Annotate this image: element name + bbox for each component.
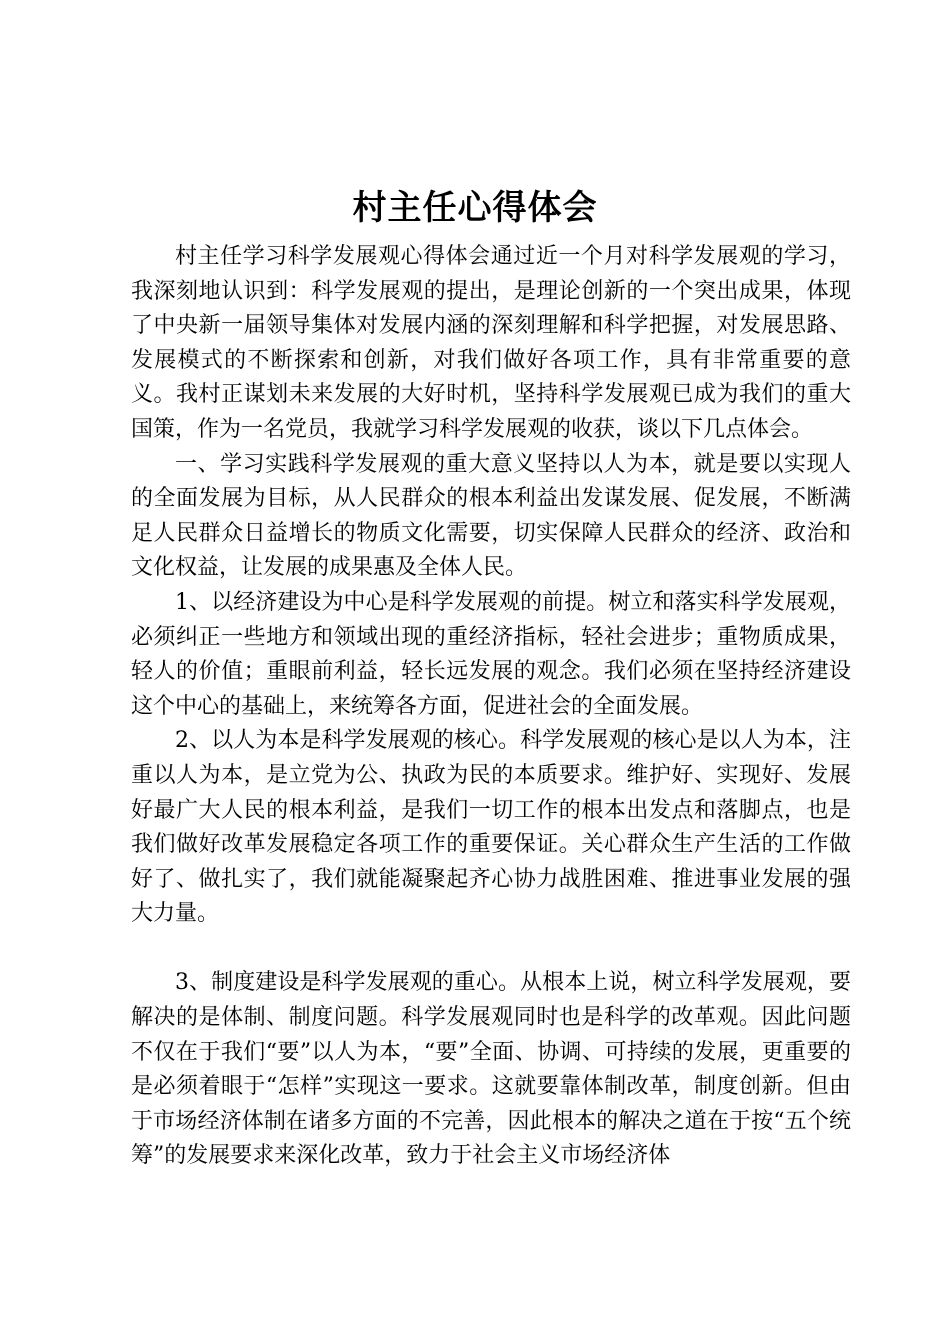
paragraph-point-2: 2、以人为本是科学发展观的核心。科学发展观的核心是以人为本，注重以人为本，是立党为公、执政为民的本质要求。维护好、实现好、发展好最广大人民的根本利益，是我们一切工作的根本出发点和落脚点，也是我们做好改革发展稳定各项工作的重要保证。关心群众生产生活的工作做好了、做扎实了，我们就能凝聚起齐心协力战胜困难、推进事业发展的强大力量。 (131, 728, 851, 927)
paragraph-spacer (131, 932, 851, 967)
paragraph-section-1: 一、学习实践科学发展观的重大意义坚持以人为本，就是要以实现人的全面发展为目标，从人民群众的根本利益出发谋发展、促发展，不断满足人民群众日益增长的物质文化需要，切实保障人民群众的经济、政治和文化权益，让发展的成果惠及全体人民。 (131, 451, 851, 581)
paragraph-intro: 村主任学习科学发展观心得体会通过近一个月对科学发展观的学习，我深刻地认识到：科学发展观的提出，是理论创新的一个突出成果，体现了中央新一届领导集体对发展内涵的深刻理解和科学把握，对发展思路、发展模式的不断探索和创新，对我们做好各项工作，具有非常重要的意义。我村正谋划未来发展的大好时机，坚持科学发展观已成为我们的重大国策，作为一名党员，我就学习科学发展观的收获，谈以下几点体会。 (131, 244, 851, 442)
document-title: 村主任心得体会 (352, 188, 598, 228)
paragraph-point-3: 3、制度建设是科学发展观的重心。从根本上说，树立科学发展观，要解决的是体制、制度问题。科学发展观同时也是科学的改革观。因此问题不仅在于我们“要”以人为本，“要”全面、协调、可持续的发展，更重要的是必须着眼于“怎样”实现这一要求。这就要靠体制改革，制度创新。但由于市场经济体制在诸多方面的不完善，因此根本的解决之道在于按“五个统筹”的发展要求来深化改革，致力于社会主义市场经济体 (131, 970, 851, 1169)
paragraph-point-1: 1、以经济建设为中心是科学发展观的前提。树立和落实科学发展观，必须纠正一些地方和领域出现的重经济指标，轻社会进步；重物质成果，轻人的价值；重眼前利益，轻长远发展的观念。我们必须在坚持经济建设这个中心的基础上，来统筹各方面，促进社会的全面发展。 (131, 589, 851, 719)
document-body (131, 240, 851, 1174)
